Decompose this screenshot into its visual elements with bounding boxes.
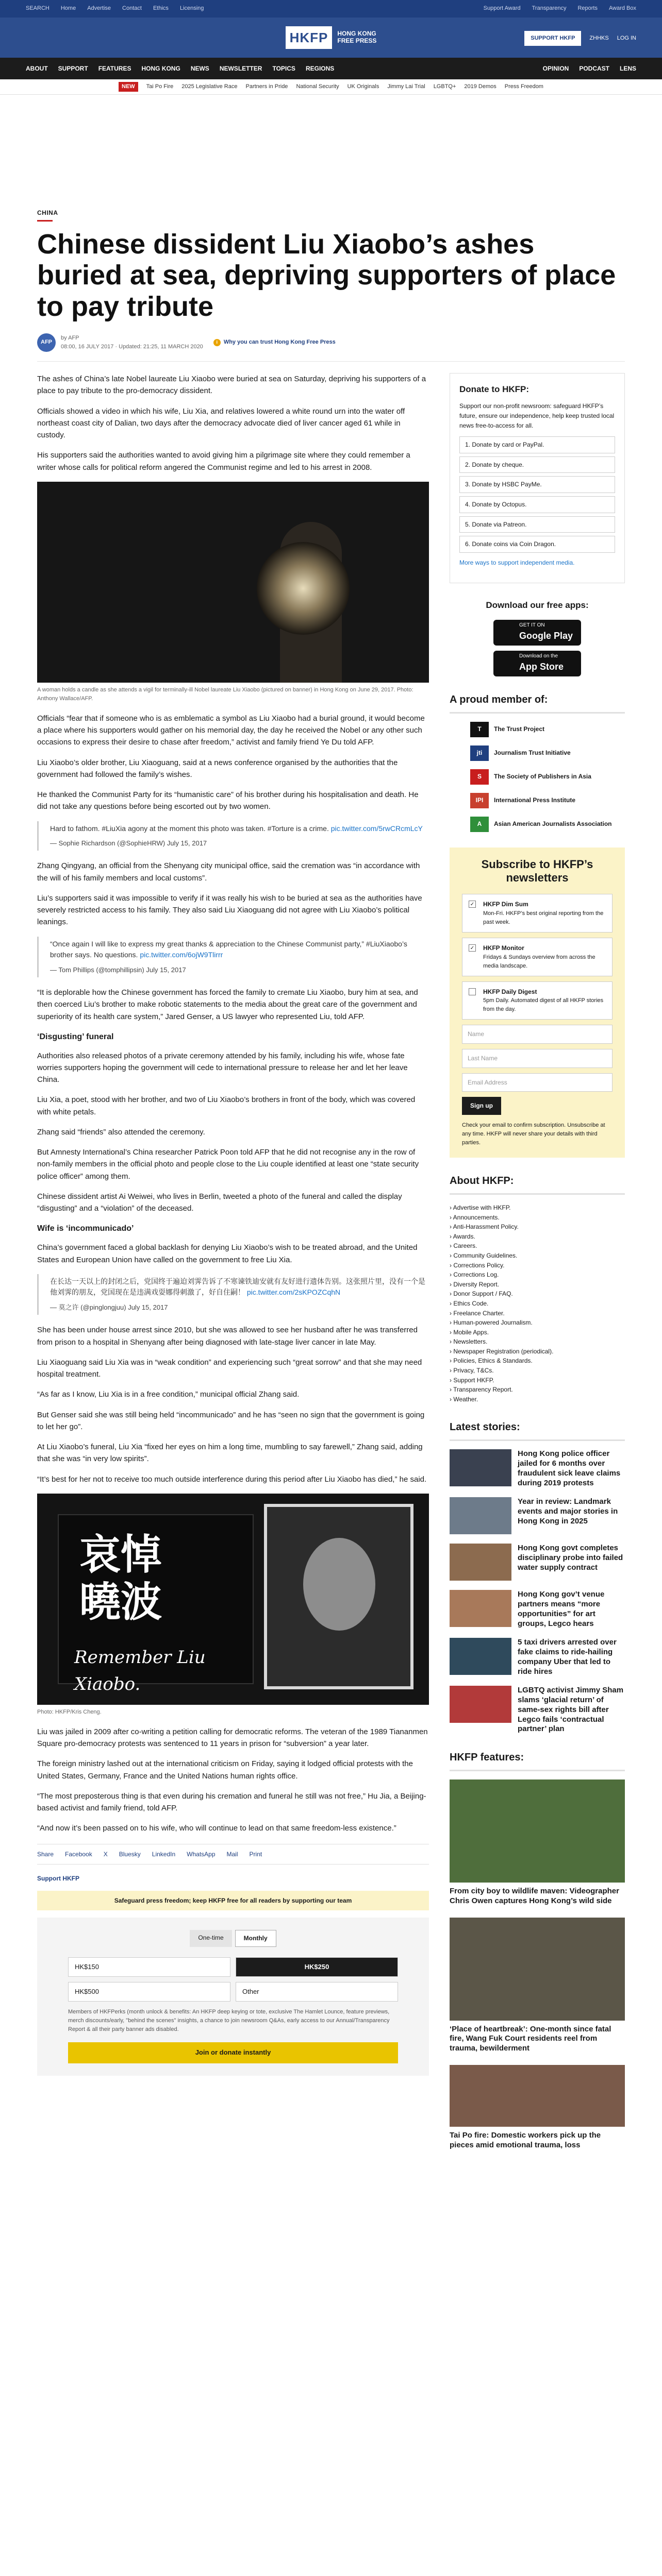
topbar-link[interactable]: SEARCH [26, 5, 49, 12]
updated-date: Updated: 21:25, 11 MARCH 2020 [119, 344, 203, 350]
about-link[interactable]: › Anti-Harassment Policy. [450, 1222, 625, 1232]
member-sopa[interactable]: S The Society of Publishers in Asia [450, 769, 625, 785]
donation-widget [37, 1918, 429, 2075]
paragraph: Liu Xiaobo’s older brother, Liu Xiaoguang, said at a news conference organised by the authorities that the government had followed the family’s wishes. [37, 758, 398, 779]
more-ways-link[interactable]: More ways to support independent media. [459, 558, 575, 566]
amount-option[interactable]: HK$150 [68, 1957, 230, 1977]
photo-caption: A woman holds a candle as she attends a vigil for terminally-ill Nobel laureate Liu Xiaobo (pictured on banner) in Hong Kong on June 29, 2017. Photo: Anthony Wallace/AFP. [37, 686, 413, 702]
paragraph: At Liu Xiaobo’s funeral, Liu Xia “fixed her eyes on him a long time, mumbling to say farewell,” Zhang said, adding that she was “in very low spirits”. [37, 1443, 423, 1464]
topbar-link[interactable]: Ethics [153, 5, 169, 12]
feature-story[interactable]: ‘Place of heartbreak’: One-month since fatal fire, Wang Fuk Court residents reel from trauma, bewilderment [450, 1918, 625, 2054]
email-field[interactable]: Email Address [462, 1073, 613, 1092]
about-link[interactable]: › Policies, Ethics & Standards. [450, 1356, 625, 1366]
section-heading: ‘Disgusting’ funeral [37, 1032, 114, 1041]
latest-story[interactable]: 5 taxi drivers arrested over fake claims to ride-hailing company Uber that led to ride hires [450, 1638, 625, 1676]
section-heading: Wife is ‘incommunicado’ [37, 1224, 134, 1233]
donate-option[interactable]: 1. Donate by card or PayPal. [459, 436, 615, 453]
checkbox-icon[interactable] [469, 988, 476, 995]
topbar-link[interactable]: Reports [577, 5, 598, 12]
about-link[interactable]: › Weather. [450, 1395, 625, 1404]
about-link[interactable]: › Human-powered Journalism. [450, 1318, 625, 1328]
about-link[interactable]: › Donor Support / FAQ. [450, 1289, 625, 1299]
topbar-link[interactable]: Advertise [87, 5, 111, 12]
donate-title: Donate to HKFP: [459, 384, 529, 394]
category-underline [37, 220, 53, 222]
story-thumbnail[interactable] [450, 1638, 511, 1675]
latest-story[interactable]: Hong Kong govt completes disciplinary probe into failed water supply contract [450, 1544, 625, 1581]
login-link[interactable]: LOG IN [617, 35, 636, 41]
about-title: About HKFP: [450, 1173, 625, 1195]
support-banner[interactable]: Safeguard press freedom; keep HKFP free for all readers by supporting our team [37, 1891, 429, 1911]
newsletter-option[interactable]: HKFP Daily Digest 5pm Daily. Automated digest of all HKFP stories from the day. [462, 981, 613, 1020]
nav-item-newsletter[interactable]: NEWSLETTER [219, 64, 262, 72]
topbar-link[interactable]: Home [60, 5, 76, 12]
donate-option[interactable]: 3. Donate by HSBC PayMe. [459, 476, 615, 493]
member-aaja[interactable]: A Asian American Journalists Association [450, 817, 625, 832]
newsletter-signup [450, 848, 625, 1158]
tweet-meta[interactable]: — 莫之许 (@pinglongjuu) July 15, 2017 [50, 1303, 168, 1312]
masthead [0, 18, 662, 58]
ipi-icon: IPI [470, 793, 489, 808]
about-link[interactable]: › Ethics Code. [450, 1299, 625, 1309]
about-link[interactable]: › Privacy, T&Cs. [450, 1366, 625, 1376]
paragraph: Officials “fear that if someone who is as emblematic a symbol as Liu Xiaobo had a burial ground, it would become a place where his supporters would gather on his memorial day, the day he received the Nobel or any other such occasions to express their desire to chase after freedom,” activist and family friend Ye Du told AFP. [37, 714, 425, 747]
new-badge: NEW [119, 82, 138, 92]
trending-link[interactable]: 2019 Demos [464, 83, 496, 90]
about-link[interactable]: › Freelance Charter. [450, 1309, 625, 1318]
paragraph: “It is deplorable how the Chinese government has forced the family to cremate Liu Xiaobo, bury him at sea, and then coerced Liu’s brother to make robotic statements to the media about the great care of the government and superiority of its health care system,” Jared Genser, a US lawyer who represented Liu, told AFP. [37, 988, 418, 1021]
donate-option[interactable]: 2. Donate by cheque. [459, 456, 615, 473]
about-link[interactable]: › Newsletters. [450, 1337, 625, 1347]
name-field[interactable]: Name [462, 1025, 613, 1044]
sign-english-text: Remember Liu Xiaobo. [74, 1647, 206, 1695]
topbar-link[interactable]: Support Award [483, 5, 521, 12]
about-link[interactable]: › Diversity Report. [450, 1280, 625, 1290]
nav-item-opinion[interactable]: OPINION [542, 64, 569, 72]
about-link[interactable]: › Corrections Policy. [450, 1261, 625, 1270]
trust-project-icon: T [470, 722, 489, 737]
info-icon: i [213, 339, 221, 346]
share-whatsapp[interactable]: WhatsApp [187, 1850, 216, 1858]
share-x[interactable]: X [103, 1850, 108, 1858]
newsletter-option[interactable]: ✓ HKFP Monitor Fridays & Sundays overview from across the media landscape. [462, 938, 613, 976]
newsletter-title: Subscribe to HKFP’s newsletters [481, 857, 593, 885]
feature-image[interactable] [450, 2065, 625, 2127]
paragraph: “The most preposterous thing is that even during his cremation and funeral he still was not free,” Hu Jia, a Beijing-based activist and family friend, told AFP. [37, 1791, 426, 1813]
tab-monthly[interactable]: Monthly [235, 1930, 276, 1947]
about-link[interactable]: › Advertise with HKFP. [450, 1203, 625, 1213]
about-link[interactable]: › Support HKFP. [450, 1376, 625, 1385]
google-play-badge[interactable]: GET IT ON Google Play [493, 620, 581, 646]
donate-panel [450, 373, 625, 583]
trending-link[interactable]: Tai Po Fire [146, 83, 174, 90]
nav-item-news[interactable]: NEWS [190, 64, 209, 72]
photo-caption: Photo: HKFP/Kris Cheng. [37, 1708, 102, 1715]
publish-date: 08:00, 16 JULY 2017 [61, 344, 114, 350]
paragraph: China’s government faced a global backlash for denying Liu Xiaobo’s wish to be treated abroad, and the United States and European Union have called on the government to free Liu Xia. [37, 1243, 418, 1264]
paragraph: Chinese dissident artist Ai Weiwei, who lives in Berlin, tweeted a photo of the funeral and called the display “disgusting” and a “violation” of the deceased. [37, 1192, 402, 1213]
last-name-field[interactable]: Last Name [462, 1049, 613, 1068]
latest-story[interactable]: Hong Kong police officer jailed for 6 months over fraudulent sick leave claims during 2019 protests [450, 1449, 625, 1488]
story-thumbnail[interactable] [450, 1544, 511, 1581]
donate-option[interactable]: 5. Donate via Patreon. [459, 516, 615, 533]
trending-link[interactable]: UK Originals [347, 83, 379, 90]
logo-line1: HONG KONG [337, 30, 376, 38]
trending-link[interactable]: 2025 Legislative Race [181, 83, 238, 90]
trending-link[interactable]: LGBTQ+ [433, 83, 456, 90]
topbar-link[interactable]: Contact [122, 5, 142, 12]
app-store-badge[interactable]: Download on the App Store [493, 651, 581, 676]
paragraph: The ashes of China’s late Nobel laureate Liu Xiaobo were buried at sea on Saturday, depriving his supporters of a place to pay tribute to the pro-democracy dissident. [37, 375, 426, 396]
embedded-tweet [37, 821, 429, 851]
checkbox-checked-icon[interactable]: ✓ [469, 944, 476, 952]
article-byline: AFP by AFP 08:00, 16 JULY 2017 · Updated: 21:25, 11 MARCH 2020 i Why you can trust Hong Kong Free Press [37, 333, 625, 362]
share-label: Share [37, 1850, 54, 1858]
portrait-frame [264, 1504, 413, 1689]
paragraph: His supporters said the authorities wanted to avoid giving him a pilgrimage site where they could remember a writer whose calls for political reform angered the Communist regime and led to his arrest in 2008. [37, 451, 410, 472]
trending-link[interactable]: National Security [296, 83, 339, 90]
paragraph: “And now it’s been passed on to his wife, who will continue to lead on that same freedom-less existence.” [37, 1824, 396, 1833]
about-link[interactable]: › Careers. [450, 1241, 625, 1251]
site-logo[interactable] [286, 26, 377, 49]
tweet-meta[interactable]: — Tom Phillips (@tomphillipsin) July 15, 2017 [50, 966, 186, 974]
language-switch[interactable]: ZHHKS [589, 35, 609, 41]
trending-bar [0, 79, 662, 95]
author-avatar[interactable]: AFP [37, 333, 56, 352]
paragraph: Liu Xiaoguang said Liu Xia was in “weak condition” and experiencing such “great sorrow” and that she may need hospital treatment. [37, 1358, 422, 1379]
donate-intro: Support our non-profit newsroom: safeguard HKFP’s future, ensure our independence, help keep trusted local news free-to-access for all. [459, 402, 615, 429]
membership-perks: Members of HKFPerks (month unlock & benefits: An HKFP deep keying or tote, exclusive The Hamlet Lounce, feature previews, merch discounts/early, "behind the scenes" insights, a chance to join newsroom Q&As, early access to our Annual/Transparency Report & all their party banner ads disabled. [68, 2009, 390, 2033]
story-thumbnail[interactable] [450, 1449, 511, 1486]
about-link[interactable]: › Newspaper Registration (periodical). [450, 1347, 625, 1357]
nav-item-features[interactable]: FEATURES [98, 64, 131, 72]
support-hkfp-link[interactable]: Support HKFP [37, 1875, 79, 1883]
support-hkfp-button[interactable]: SUPPORT HKFP [524, 31, 581, 46]
member-jti[interactable]: jti Journalism Trust Initiative [450, 745, 625, 761]
about-links [450, 1203, 625, 1404]
nav-item-topics[interactable]: TOPICS [272, 64, 295, 72]
paragraph: Zhang Qingyang, an official from the Shenyang city municipal office, said the cremation was “in accordance with the will of his family members and local customs”. [37, 861, 420, 883]
story-thumbnail[interactable] [450, 1686, 511, 1723]
share-print[interactable]: Print [249, 1850, 262, 1858]
share-mail[interactable]: Mail [226, 1850, 238, 1858]
paragraph: Zhang said “friends” also attended the ceremony. [37, 1127, 205, 1137]
nav-item-podcast[interactable]: PODCAST [579, 64, 609, 72]
embedded-tweet [37, 1274, 429, 1315]
tweet-text: “Once again I will like to express my great thanks & appreciation to the Chinese Communist party,” #LiuXiaobo’s brother says. No questions. [50, 939, 407, 959]
amount-option-selected[interactable]: HK$250 [236, 1957, 398, 1977]
about-link[interactable]: › Announcements. [450, 1213, 625, 1223]
join-donate-button[interactable]: Join or donate instantly [68, 2042, 398, 2063]
about-link[interactable]: › Awards. [450, 1232, 625, 1242]
feature-story[interactable]: Tai Po fire: Domestic workers pick up the pieces amid emotional trauma, loss [450, 2065, 625, 2150]
share-facebook[interactable]: Facebook [65, 1850, 92, 1858]
trust-label: Why you can trust Hong Kong Free Press [223, 339, 336, 346]
amount-option[interactable]: HK$500 [68, 1982, 230, 2002]
paragraph: The foreign ministry lashed out at the international criticism on Friday, saying it lodged official protests with the United States, Germany, France and the United Nations human rights office. [37, 1759, 413, 1781]
top-utility-bar [0, 0, 662, 18]
nav-item-regions[interactable]: REGIONS [305, 64, 335, 72]
signup-note: Check your email to confirm subscription. Unsubscribe at any time. HKFP will never share your details with third parties. [462, 1122, 605, 1146]
about-link[interactable]: › Mobile Apps. [450, 1328, 625, 1337]
feature-story[interactable]: From city boy to wildlife maven: Videographer Chris Owen captures Hong Kong’s wild side [450, 1780, 625, 1906]
apps-title: Download our free apps: [486, 600, 589, 611]
feature-image[interactable] [450, 1780, 625, 1883]
donate-option[interactable]: 6. Donate coins via Coin Dragon. [459, 536, 615, 553]
donate-option[interactable]: 4. Donate by Octopus. [459, 496, 615, 513]
paragraph: But Genser said she was still being held “incommunicado” and he has “seen no sign that the government is going to let her go”. [37, 1410, 425, 1431]
author-name[interactable]: by AFP [61, 334, 79, 341]
paragraph: Officials showed a video in which his wife, Liu Xia, and relatives lowered a white round urn into the water off northeast coast city of Dalian, two days after the democracy advocate died of liver cancer aged 61 while in custody. [37, 406, 405, 439]
paragraph: Liu Xia, a poet, stood with her brother, and two of Liu Xiaobo’s brothers in front of the body, which was covered with white petals. [37, 1095, 416, 1116]
nav-item-support[interactable]: SUPPORT [58, 64, 88, 72]
tweet-meta[interactable]: — Sophie Richardson (@SophieHRW) July 15, 2017 [50, 839, 207, 848]
tweet-link[interactable]: pic.twitter.com/2sKPOZCqhN [246, 1288, 341, 1297]
share-linkedin[interactable]: LinkedIn [152, 1850, 176, 1858]
embedded-tweet [37, 937, 429, 978]
main-nav [0, 58, 662, 79]
features-title: HKFP features: [450, 1750, 625, 1771]
logo-line2: FREE PRESS [337, 37, 377, 44]
tweet-link[interactable]: pic.twitter.com/6ojW9Tlirrr [140, 951, 223, 959]
member-title: A proud member of: [450, 692, 625, 714]
paragraph: Liu was jailed in 2009 after co-writing a petition calling for democratic reforms. The veteran of the 1989 Tiananmen Square pro-democracy protests was sentenced to 11 years in prison for “subversion” a year later. [37, 1727, 428, 1749]
tweet-text: 在长达一天以上的封闭之后，党国终于遍迫刘霁告诉了不寒谏铁迪安就有友好进行遗体告别。这张照片里，没有一个是他刘霁的朋友，党国现在是违满戏耍娜得刺激了，好自住嗣！ [50, 1277, 425, 1297]
paragraph: “As far as I know, Liu Xia is in a free condition,” municipal official Zhang said. [37, 1390, 300, 1399]
article-body [37, 373, 429, 2161]
story-thumbnail[interactable] [450, 1590, 511, 1627]
newsletter-option[interactable]: ✓ HKFP Dim Sum Mon-Fri. HKFP’s best original reporting from the past week. [462, 894, 613, 933]
latest-story[interactable]: Year in review: Landmark events and major stories in Hong Kong in 2025 [450, 1497, 625, 1534]
nav-item-lens[interactable]: LENS [619, 64, 636, 72]
topbar-link[interactable]: Transparency [532, 5, 567, 12]
about-link[interactable]: › Community Guidelines. [450, 1251, 625, 1261]
sign-chinese-text: 哀悼 曉波 [79, 1530, 162, 1626]
tab-one-time[interactable]: One-time [190, 1930, 231, 1947]
jti-icon: jti [470, 745, 489, 761]
story-thumbnail[interactable] [450, 1497, 511, 1534]
tweet-text: Hard to fathom. #LiuXia agony at the moment this photo was taken. #Torture is a crime. [50, 824, 329, 833]
member-ipi[interactable]: IPI International Press Institute [450, 793, 625, 808]
nav-item-hong-kong[interactable]: HONG KONG [141, 64, 180, 72]
amount-other[interactable]: Other [236, 1982, 398, 2002]
paragraph: But Amnesty International’s China researcher Patrick Poon told AFP that he did not recognise any in the row of non-family members in the official photo and people close to the Liu couple identified at least one “state security police officer” among them. [37, 1148, 419, 1181]
sidebar [450, 373, 625, 2161]
vigil-photo [37, 482, 429, 683]
paragraph: She has been under house arrest since 2010, but she was allowed to see her husband after he was transferred from prison to a hospital in Shenyang after being diagnosed with late-stage liver cancer in late May. [37, 1326, 418, 1347]
paragraph: He thanked the Communist Party for its “humanistic care” of his brother during his hospitalisation and death. He did not take any questions before being escorted out by two women. [37, 790, 419, 811]
sign-up-button[interactable]: Sign up [462, 1097, 501, 1115]
feature-image[interactable] [450, 1918, 625, 2021]
paragraph: “It’s best for her not to receive too much outside interference during this period after Liu Xiaobo has died,” he said. [37, 1475, 427, 1484]
about-link[interactable]: › Corrections Log. [450, 1270, 625, 1280]
topbar-link[interactable]: Licensing [179, 5, 204, 12]
memorial-sign [58, 1514, 254, 1695]
member-trust-project[interactable]: T The Trust Project [450, 722, 625, 737]
article-category[interactable]: CHINA [37, 209, 58, 216]
topbar-link[interactable]: Award Box [609, 5, 636, 12]
memorial-photo [37, 1494, 429, 1705]
sopa-icon: S [470, 769, 489, 785]
latest-story[interactable]: LGBTQ activist Jimmy Sham slams ‘glacial return’ of same-sex rights bill after Legco fails ‘contractual partner’ plan [450, 1686, 625, 1734]
checkbox-checked-icon[interactable]: ✓ [469, 901, 476, 908]
share-bluesky[interactable]: Bluesky [119, 1850, 141, 1858]
trending-link[interactable]: Jimmy Lai Trial [387, 83, 425, 90]
share-bar [37, 1844, 429, 1865]
trending-link[interactable]: Partners in Pride [245, 83, 288, 90]
paragraph: Authorities also released photos of a private ceremony attended by his family, including his wife, whose fate worries supporters hoping the government will cede to international pressure to release her and let her leave China. [37, 1051, 408, 1084]
latest-title: Latest stories: [450, 1419, 625, 1441]
paragraph: Liu’s supporters said it was impossible to verify if it was really his wish to be buried at sea as the authorities have severely restricted access to his family. They also said Liu Xiaoguang did not agree with Liu Xiaobo’s political leanings. [37, 893, 422, 927]
tweet-link[interactable]: pic.twitter.com/5rwCRcmLcY [330, 824, 423, 833]
trending-link[interactable]: Press Freedom [504, 83, 543, 90]
nav-item-about[interactable]: ABOUT [26, 64, 48, 72]
latest-story[interactable]: Hong Kong gov’t venue partners means “more opportunities” for art groups, Legco hears [450, 1590, 625, 1629]
trust-link[interactable] [213, 338, 336, 347]
logo-mark: HKFP [286, 26, 333, 49]
aaja-icon: A [470, 817, 489, 832]
article-title: Chinese dissident Liu Xiaobo’s ashes buried at sea, depriving supporters of place to pay tribute [37, 228, 616, 322]
about-link[interactable]: › Transparency Report. [450, 1385, 625, 1395]
